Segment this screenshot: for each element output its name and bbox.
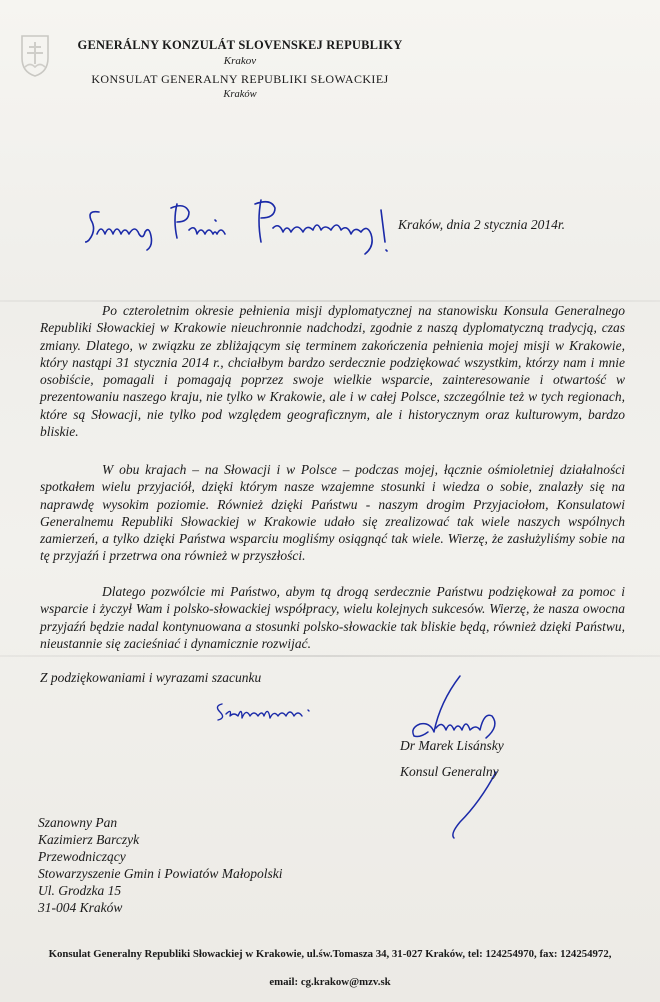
letter-date: Kraków, dnia 2 stycznia 2014r. <box>398 217 566 232</box>
signatory-name: Dr Marek Lisánsky <box>400 738 504 753</box>
recipient-line: Stowarzyszenie Gmin i Powiatów Małopolski <box>38 866 283 881</box>
recipient-line: Kazimierz Barczyk <box>38 832 140 847</box>
letter-paragraph: Po czteroletnim okresie pełnienia misji dyplomatycznej na stanowisku Konsula Generalnego Republiki Słowackiej w Krakowie nieuchronnie nadchodzi, zgodnie z naszą dyplomatyczną tradycją, czas zmiany. Dlatego, w związku ze zbliżającym się terminem zakończenia pełnienia mojej misji w Krakowie, który nastąpi 31 stycznia 2014 r., chciałbym bardzo serdecznie podziękować wszystkim, którzy nam i mnie osobiście, pomagali i pomagają poprzez swoje wielkie wsparcie, zainteresowanie i otwartość w prezentowaniu naszego kraju, nie tylko w Krakowie, ale i w całej Polsce, szczególnie też w tych regionach, które są Słowacji, nie tylko pod względem geograficznym, ale i historycznym oraz kulturowym, bardzo bliskie. <box>40 303 625 440</box>
consulate-city-slovak: Krakov <box>223 55 257 67</box>
recipient-line: 31-004 Kraków <box>38 900 123 915</box>
paper-fold-line <box>0 655 660 657</box>
closing-line: Z podziękowaniami i wyrazami szacunku <box>40 670 262 685</box>
handwritten-salutation <box>85 190 415 270</box>
consulate-city-polish: Kraków <box>223 89 257 100</box>
footer-email: email: cg.krakow@mzv.sk <box>269 976 391 988</box>
letter-paragraph: Dlatego pozwólcie mi Państwo, abym tą drogą serdecznie Państwu podziękował za pomoc i wsparcie i życzył Wam i polsko-słowackiej współpracy, wielu kolejnych sukcesów. Wierzę, że nasza owocna przyjaźń będzie nadal kontynuowana a stosunki polsko-słowackie tak bliskie będą, również dzięki Państwu, nieustannie się zacieśniać i dynamicznie rozwijać. <box>40 584 625 651</box>
coat-of-arms-emblem-icon <box>20 34 50 78</box>
recipient-line: Szanowny Pan <box>38 815 118 830</box>
recipient-line: Przewodniczący <box>38 849 126 864</box>
letter-paragraph: W obu krajach – na Słowacji i w Polsce – podczas mojej, łącznie ośmioletniej działalności spotkałem wielu przyjaciół, dzięki którym nasze wzajemne stosunki i wiedza o sobie, znalazły się na naprawdę wysokim poziomie. Również dzięki Państwu - naszym drogim Przyjaciołom, Konsulatowi Generalnemu Republiki Słowackiej w Krakowie udało się zrealizować tak wiele naszych wspólnych zamierzeń, a tylko dzięki Państwa wsparciu mogliśmy osiągnąć tak wiele. Wierzę, że zasłużyliśmy sobie na tę przyjaźń i przetrwa ona również w przyszłości. <box>40 462 625 564</box>
recipient-line: Ul. Grodzka 15 <box>38 883 122 898</box>
footer-address: Konsulat Generalny Republiki Słowackiej w Krakowie, ul.św.Tomasza 34, 31-027 Kraków, tel: 124254970, fax: 124254972, <box>48 948 612 960</box>
signatory-title: Konsul Generalny <box>400 764 499 779</box>
consulate-name-slovak: GENERÁLNY KONZULÁT SLOVENSKEJ REPUBLIKY <box>77 38 403 52</box>
handwritten-closing <box>212 694 322 728</box>
handwritten-signature <box>400 672 510 842</box>
consulate-name-polish: KONSULAT GENERALNY REPUBLIKI SŁOWACKIEJ <box>91 72 389 86</box>
